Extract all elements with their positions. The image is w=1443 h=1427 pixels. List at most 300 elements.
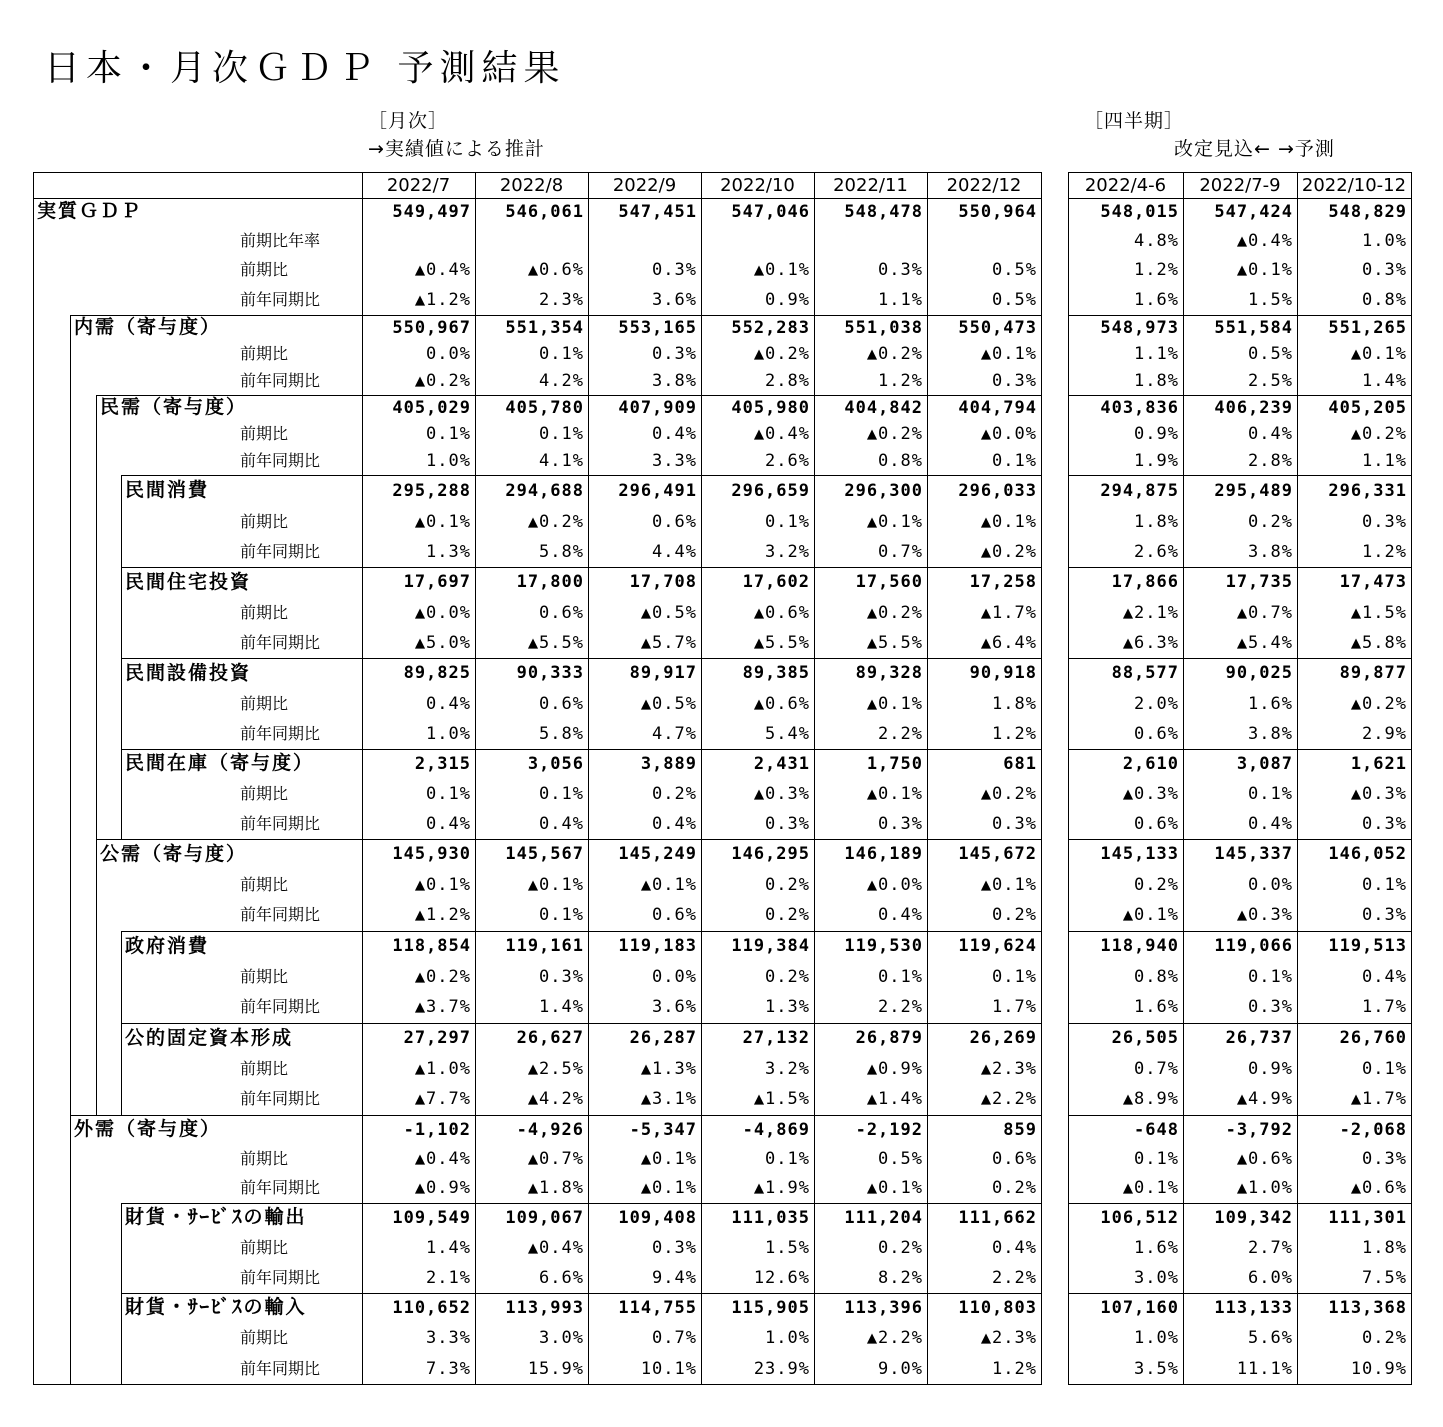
value-cell: 0.6% [1134,814,1179,834]
value-cell: 89,385 [742,663,810,683]
value-cell: 0.8% [1362,290,1407,310]
column-header-month: 2022/11 [833,175,908,196]
grid-line [927,172,928,1385]
value-cell: 9.4% [652,1268,697,1288]
value-cell: ▲0.1% [866,1178,923,1198]
value-cell: 1.4% [539,997,584,1017]
row-sublabel: 前期比 [240,1328,289,1347]
value-cell: ▲0.1% [753,260,810,280]
value-cell: 1.0% [765,1328,810,1348]
value-cell: ▲2.1% [1122,603,1179,623]
value-cell: ▲0.4% [414,1149,471,1169]
value-cell: 550,473 [958,318,1037,338]
value-cell: 1.6% [1248,694,1293,714]
value-cell: 7.3% [426,1359,471,1379]
value-cell: 2,315 [414,754,471,774]
row-label: 公需（寄与度） [100,843,248,865]
value-cell: 3,056 [527,754,584,774]
value-cell: 109,408 [618,1208,697,1228]
value-cell: 1.8% [1362,1238,1407,1258]
value-cell: ▲1.5% [1350,603,1407,623]
value-cell: 2.2% [992,1268,1037,1288]
value-cell: 0.1% [765,512,810,532]
value-cell: ▲0.2% [980,542,1037,562]
value-cell: ▲0.2% [414,371,471,391]
value-cell: ▲1.7% [980,603,1037,623]
value-cell: 0.5% [992,290,1037,310]
value-cell: 1.2% [878,371,923,391]
grid-line [96,395,97,1116]
value-cell: 3.0% [539,1328,584,1348]
value-cell: 2.2% [878,724,923,744]
grid-line [1183,172,1184,1385]
value-cell: 26,760 [1339,1028,1407,1048]
value-cell: 89,328 [855,663,923,683]
value-cell: 26,879 [855,1028,923,1048]
value-cell: 2.9% [1362,724,1407,744]
value-cell: 146,189 [844,844,923,864]
grid-line [1041,172,1042,1385]
grid-line [814,172,815,1385]
value-cell: ▲1.9% [753,1178,810,1198]
grid-line [1068,567,1412,568]
value-cell: -5,347 [629,1120,697,1140]
grid-line [1068,315,1412,316]
value-cell: 0.3% [1362,512,1407,532]
value-cell: 0.2% [765,905,810,925]
value-cell: ▲0.1% [866,784,923,804]
value-cell: ▲5.8% [1350,633,1407,653]
value-cell: 551,584 [1214,318,1293,338]
value-cell: 551,265 [1328,318,1407,338]
value-cell: 405,205 [1328,398,1407,418]
value-cell: 1.3% [426,542,471,562]
value-cell: ▲1.2% [414,905,471,925]
monthly-subheader: →実績値による推計 [368,138,545,160]
value-cell: ▲0.1% [1122,1178,1179,1198]
value-cell: 0.6% [992,1149,1037,1169]
value-cell: ▲5.0% [414,633,471,653]
value-cell: 0.3% [878,260,923,280]
value-cell: 1.9% [1134,451,1179,471]
value-cell: 2.8% [1248,451,1293,471]
value-cell: 113,993 [505,1298,584,1318]
value-cell: 1.5% [1248,290,1293,310]
row-sublabel: 前期比 [240,344,289,363]
value-cell: 0.3% [765,814,810,834]
value-cell: 3.6% [652,997,697,1017]
value-cell: 550,964 [958,202,1037,222]
value-cell: 146,295 [731,844,810,864]
value-cell: 90,918 [969,663,1037,683]
value-cell: ▲0.1% [866,512,923,532]
value-cell: 17,735 [1225,572,1293,592]
value-cell: 1.0% [426,724,471,744]
value-cell: 109,549 [392,1208,471,1228]
row-sublabel: 前年同期比 [240,290,321,309]
value-cell: ▲0.4% [414,260,471,280]
value-cell: 5.8% [539,542,584,562]
value-cell: ▲4.2% [527,1089,584,1109]
value-cell: 2.2% [878,997,923,1017]
value-cell: ▲0.1% [1236,260,1293,280]
value-cell: 0.2% [1134,875,1179,895]
value-cell: 119,530 [844,936,923,956]
grid-line [70,1115,1042,1116]
grid-line [475,172,476,1385]
value-cell: 0.1% [539,344,584,364]
value-cell: ▲1.2% [414,290,471,310]
grid-line [121,475,122,840]
value-cell: ▲0.1% [980,344,1037,364]
value-cell: 8.2% [878,1268,923,1288]
value-cell: 1.8% [1134,512,1179,532]
row-label: 民需（寄与度） [100,396,248,418]
grid-line [121,931,122,1116]
value-cell: 2.0% [1134,694,1179,714]
value-cell: ▲5.5% [527,633,584,653]
value-cell: 0.5% [992,260,1037,280]
value-cell: 0.3% [652,344,697,364]
row-sublabel: 前期比 [240,1149,289,1168]
value-cell: -2,068 [1339,1120,1407,1140]
value-cell: 26,737 [1225,1028,1293,1048]
grid-line [121,749,1042,750]
value-cell: ▲0.2% [866,603,923,623]
value-cell: 3.3% [652,451,697,471]
value-cell: 0.1% [539,424,584,444]
value-cell: ▲2.2% [980,1089,1037,1109]
value-cell: 295,288 [392,481,471,501]
value-cell: ▲0.6% [1236,1149,1293,1169]
value-cell: 145,249 [618,844,697,864]
value-cell: 0.1% [539,905,584,925]
value-cell: 0.2% [878,1238,923,1258]
value-cell: ▲2.3% [980,1059,1037,1079]
value-cell: 296,331 [1328,481,1407,501]
value-cell: 0.2% [1362,1328,1407,1348]
value-cell: -2,192 [855,1120,923,1140]
row-sublabel: 前期比 [240,1059,289,1078]
value-cell: 1,750 [866,754,923,774]
value-cell: 1.6% [1134,290,1179,310]
value-cell: 295,489 [1214,481,1293,501]
value-cell: 1.6% [1134,997,1179,1017]
value-cell: 109,342 [1214,1208,1293,1228]
column-header-quarter: 2022/4-6 [1084,175,1167,196]
column-header-month: 2022/7 [386,175,451,196]
value-cell: 0.4% [652,424,697,444]
value-cell: 0.7% [652,1328,697,1348]
value-cell: 1.1% [1362,451,1407,471]
value-cell: ▲0.7% [527,1149,584,1169]
grid-line [701,172,702,1385]
grid-line [121,1203,122,1385]
value-cell: 0.7% [1134,1059,1179,1079]
row-label: 公的固定資本形成 [125,1027,294,1049]
value-cell: 406,239 [1214,398,1293,418]
value-cell: 3.2% [765,1059,810,1079]
value-cell: 0.5% [1248,344,1293,364]
value-cell: ▲2.5% [527,1059,584,1079]
value-cell: 145,930 [392,844,471,864]
value-cell: 119,384 [731,936,810,956]
value-cell: 0.6% [539,694,584,714]
value-cell: ▲0.0% [866,875,923,895]
value-cell: 0.3% [652,260,697,280]
quarterly-header: ［四半期］ [1084,110,1185,132]
row-sublabel: 前年同期比 [240,542,321,561]
value-cell: ▲0.6% [1350,1178,1407,1198]
value-cell: 2.7% [1248,1238,1293,1258]
grid-line [362,172,363,1385]
value-cell: 0.2% [765,875,810,895]
value-cell: 6.6% [539,1268,584,1288]
value-cell: 0.9% [765,290,810,310]
value-cell: ▲0.1% [980,512,1037,532]
row-label: 民間在庫（寄与度） [125,752,315,774]
grid-line [1411,172,1412,1385]
row-sublabel: 前年同期比 [240,724,321,743]
value-cell: 548,829 [1328,202,1407,222]
value-cell: 1.2% [992,1359,1037,1379]
grid-line [1068,198,1412,199]
value-cell: 0.6% [652,905,697,925]
value-cell: 1.2% [1134,260,1179,280]
value-cell: ▲3.1% [640,1089,697,1109]
value-cell: 0.0% [652,967,697,987]
row-sublabel: 前年同期比 [240,371,321,390]
value-cell: 0.4% [1362,967,1407,987]
value-cell: 0.1% [1362,1059,1407,1079]
value-cell: ▲5.5% [753,633,810,653]
value-cell: 0.3% [1248,997,1293,1017]
row-sublabel: 前年同期比 [240,814,321,833]
value-cell: 550,967 [392,318,471,338]
row-sublabel: 前年同期比 [240,1268,321,1287]
value-cell: 0.4% [539,814,584,834]
value-cell: 0.2% [652,784,697,804]
value-cell: 17,473 [1339,572,1407,592]
value-cell: 89,917 [629,663,697,683]
value-cell: 3,889 [640,754,697,774]
value-cell: 26,627 [516,1028,584,1048]
monthly-header: ［月次］ [368,110,449,132]
value-cell: ▲0.1% [1122,905,1179,925]
value-cell: 0.1% [1248,967,1293,987]
value-cell: 119,624 [958,936,1037,956]
value-cell: ▲4.9% [1236,1089,1293,1109]
value-cell: 0.6% [652,512,697,532]
value-cell: 548,973 [1100,318,1179,338]
value-cell: 0.3% [1362,905,1407,925]
value-cell: 2.8% [765,371,810,391]
value-cell: ▲1.8% [527,1178,584,1198]
grid-line [1068,1023,1412,1024]
value-cell: 0.0% [1248,875,1293,895]
row-label: 財貨・ｻｰﾋﾞｽの輸入 [125,1296,307,1318]
value-cell: ▲0.2% [1350,424,1407,444]
grid-line [121,1023,1042,1024]
value-cell: 0.4% [878,905,923,925]
value-cell: ▲1.7% [1350,1089,1407,1109]
grid-line [1068,1293,1412,1294]
value-cell: ▲2.3% [980,1328,1037,1348]
value-cell: ▲0.3% [753,784,810,804]
value-cell: 3.6% [652,290,697,310]
value-cell: -1,102 [403,1120,471,1140]
value-cell: 4.8% [1134,231,1179,251]
value-cell: 145,133 [1100,844,1179,864]
value-cell: 681 [1003,754,1037,774]
grid-line [1068,1203,1412,1204]
value-cell: 113,396 [844,1298,923,1318]
value-cell: ▲8.9% [1122,1089,1179,1109]
value-cell: 0.1% [1134,1149,1179,1169]
value-cell: 0.3% [878,814,923,834]
value-cell: ▲0.2% [414,967,471,987]
value-cell: -648 [1134,1120,1179,1140]
column-header-month: 2022/12 [946,175,1022,196]
value-cell: ▲0.6% [527,260,584,280]
value-cell: 17,697 [403,572,471,592]
value-cell: 0.2% [992,1178,1037,1198]
value-cell: 89,825 [403,663,471,683]
value-cell: 89,877 [1339,663,1407,683]
value-cell: 0.2% [1248,512,1293,532]
value-cell: 1.0% [1134,1328,1179,1348]
value-cell: 119,161 [505,936,584,956]
row-sublabel: 前年同期比 [240,451,321,470]
value-cell: ▲0.2% [866,344,923,364]
quarterly-subheader: 改定見込← →予測 [1174,138,1335,160]
row-sublabel: 前期比 [240,784,289,803]
value-cell: 407,909 [618,398,697,418]
value-cell: ▲0.9% [414,1178,471,1198]
value-cell: 1.6% [1134,1238,1179,1258]
value-cell: 405,780 [505,398,584,418]
value-cell: 17,708 [629,572,697,592]
column-header-month: 2022/10 [720,175,795,196]
value-cell: ▲0.4% [753,424,810,444]
value-cell: 0.3% [992,371,1037,391]
row-label: 内需（寄与度） [74,316,222,338]
value-cell: 0.1% [426,784,471,804]
value-cell: ▲0.1% [640,1149,697,1169]
value-cell: 2.1% [426,1268,471,1288]
value-cell: 9.0% [878,1359,923,1379]
value-cell: 5.6% [1248,1328,1293,1348]
value-cell: 111,662 [958,1208,1037,1228]
row-label: 民間設備投資 [125,662,252,684]
value-cell: ▲0.2% [866,424,923,444]
value-cell: 4.4% [652,542,697,562]
value-cell: 115,905 [731,1298,810,1318]
value-cell: 0.1% [1362,875,1407,895]
grid-line [121,475,1042,476]
value-cell: 110,803 [958,1298,1037,1318]
value-cell: 0.6% [539,603,584,623]
row-sublabel: 前期比 [240,424,289,443]
row-sublabel: 前期比年率 [240,231,321,250]
value-cell: ▲0.7% [1236,603,1293,623]
value-cell: ▲7.7% [414,1089,471,1109]
value-cell: ▲1.0% [1236,1178,1293,1198]
value-cell: 0.7% [878,542,923,562]
value-cell: 3.2% [765,542,810,562]
value-cell: 0.4% [652,814,697,834]
value-cell: 90,025 [1225,663,1293,683]
value-cell: ▲1.5% [753,1089,810,1109]
value-cell: ▲1.3% [640,1059,697,1079]
value-cell: 2.6% [1134,542,1179,562]
grid-line [121,1293,1042,1294]
value-cell: 118,940 [1100,936,1179,956]
value-cell: 7.5% [1362,1268,1407,1288]
value-cell: 3.8% [1248,542,1293,562]
value-cell: ▲1.0% [414,1059,471,1079]
value-cell: 1.5% [765,1238,810,1258]
value-cell: 2.5% [1248,371,1293,391]
value-cell: ▲0.5% [640,603,697,623]
value-cell: 90,333 [516,663,584,683]
value-cell: 404,842 [844,398,923,418]
value-cell: 547,046 [731,202,810,222]
value-cell: 296,033 [958,481,1037,501]
grid-line [121,931,1042,932]
value-cell: 0.1% [878,967,923,987]
value-cell: 1,621 [1350,754,1407,774]
grid-line [33,198,1042,199]
value-cell: 145,567 [505,844,584,864]
column-header-month: 2022/8 [499,175,564,196]
value-cell: ▲0.1% [414,512,471,532]
value-cell: 547,451 [618,202,697,222]
grid-line [1068,839,1412,840]
value-cell: 405,980 [731,398,810,418]
value-cell: 1.7% [1362,997,1407,1017]
value-cell: ▲0.4% [527,1238,584,1258]
value-cell: 0.9% [1248,1059,1293,1079]
value-cell: 0.4% [992,1238,1037,1258]
value-cell: 2,610 [1122,754,1179,774]
value-cell: 294,688 [505,481,584,501]
value-cell: 146,052 [1328,844,1407,864]
value-cell: 26,505 [1111,1028,1179,1048]
value-cell: ▲0.1% [1350,344,1407,364]
value-cell: 26,269 [969,1028,1037,1048]
value-cell: 1.8% [1134,371,1179,391]
value-cell: ▲6.4% [980,633,1037,653]
value-cell: 859 [1003,1120,1037,1140]
value-cell: 26,287 [629,1028,697,1048]
row-sublabel: 前年同期比 [240,633,321,652]
value-cell: ▲0.2% [980,784,1037,804]
grid-line [1297,172,1298,1385]
grid-line [1068,172,1412,173]
value-cell: -4,869 [742,1120,810,1140]
page-title: 日本・月次ＧＤＰ 予測結果 [44,48,566,89]
value-cell: 1.2% [1362,542,1407,562]
value-cell: ▲0.1% [980,875,1037,895]
value-cell: ▲0.1% [640,1178,697,1198]
value-cell: 1.2% [992,724,1037,744]
value-cell: 294,875 [1100,481,1179,501]
value-cell: 119,066 [1214,936,1293,956]
value-cell: 1.4% [426,1238,471,1258]
value-cell: 109,067 [505,1208,584,1228]
value-cell: 296,491 [618,481,697,501]
